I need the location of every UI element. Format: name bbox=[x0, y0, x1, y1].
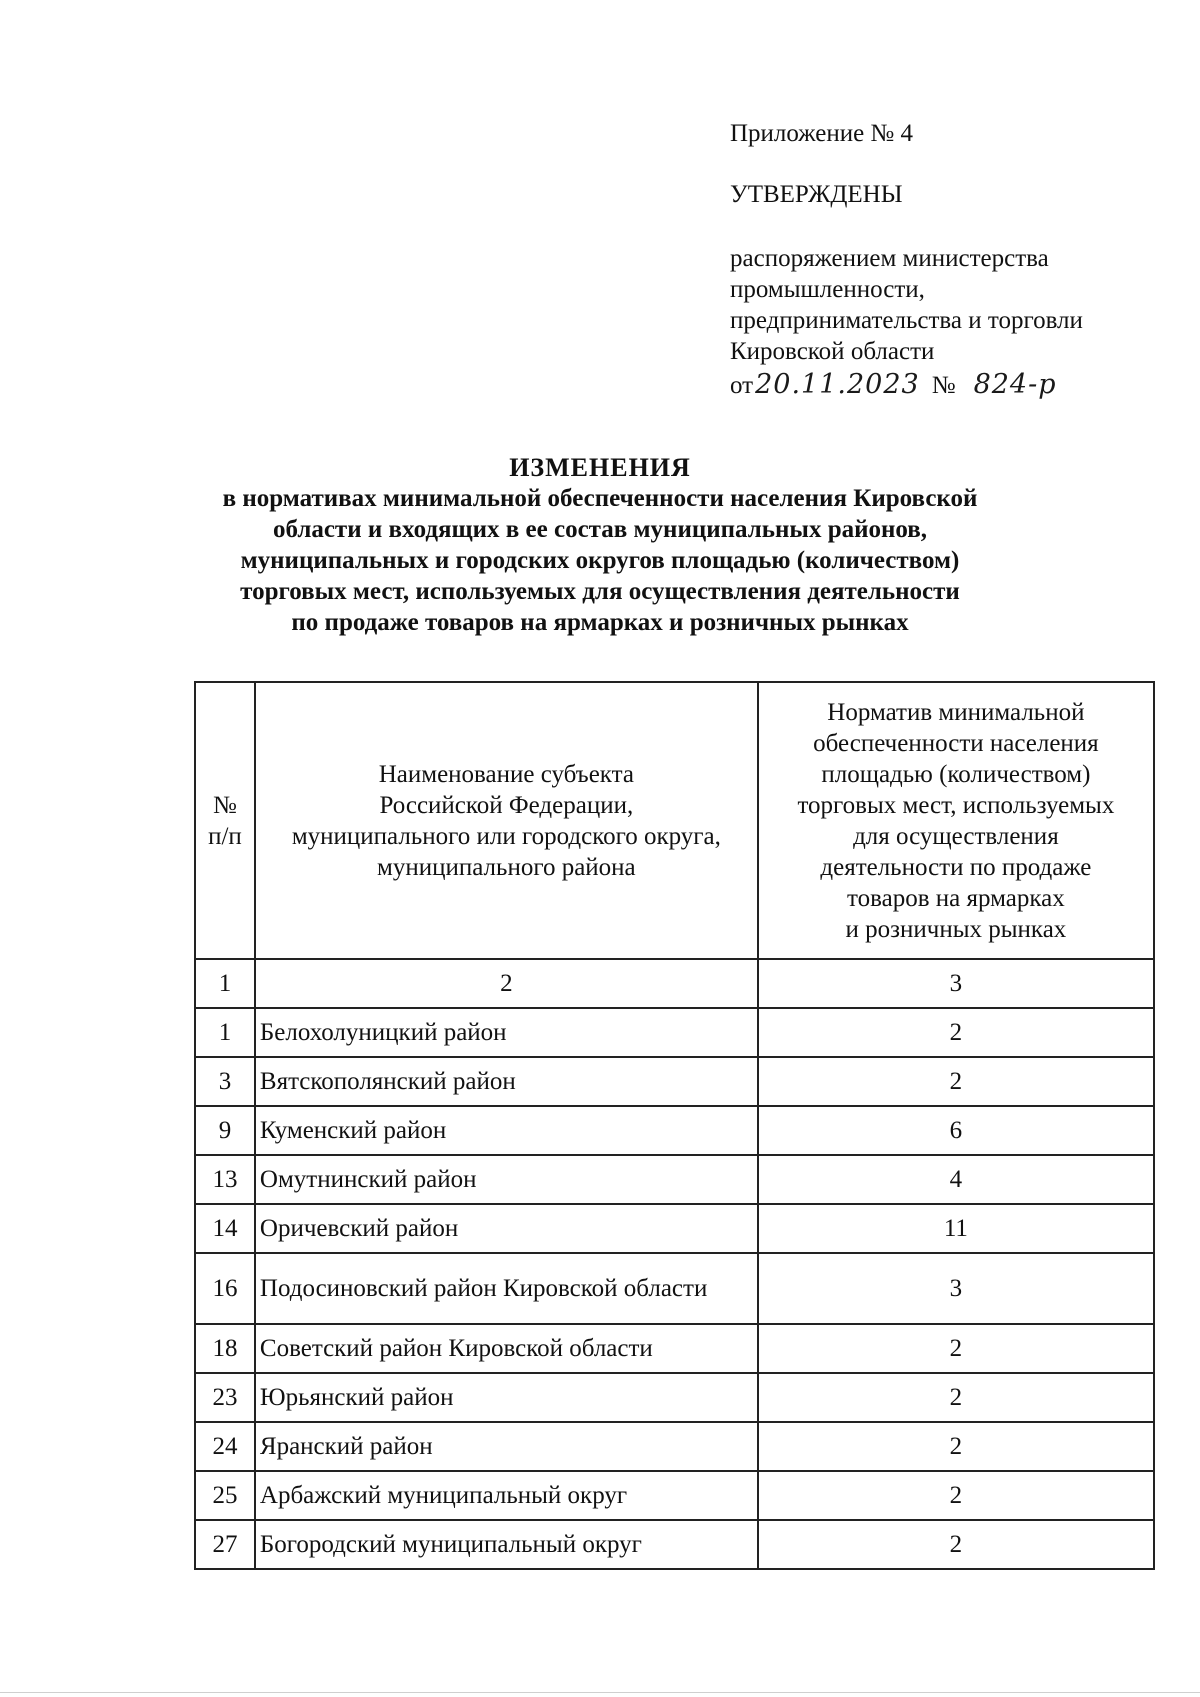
row-name: Арбажский муниципальный округ bbox=[255, 1471, 758, 1520]
row-number: 18 bbox=[195, 1324, 255, 1373]
row-value: 2 bbox=[758, 1324, 1154, 1373]
number-label: № bbox=[931, 372, 956, 399]
row-number: 25 bbox=[195, 1471, 255, 1520]
order-line-2: промышленности, bbox=[730, 276, 925, 303]
approval-block bbox=[730, 118, 1170, 401]
header-norm-line-4: торговых мест, используемых bbox=[797, 791, 1115, 819]
row-value: 2 bbox=[758, 1422, 1154, 1471]
header-norm-line-8: и розничных рынках bbox=[845, 915, 1067, 943]
column-number-1: 1 bbox=[195, 959, 255, 1008]
row-value: 2 bbox=[758, 1373, 1154, 1422]
subtitle-line-3: муниципальных и городских округов площадью (количеством) bbox=[240, 547, 960, 574]
row-number: 27 bbox=[195, 1520, 255, 1569]
table-row bbox=[195, 1471, 1154, 1520]
header-name-line-4: муниципального района bbox=[377, 853, 636, 881]
header-norm bbox=[758, 682, 1154, 959]
header-number bbox=[195, 682, 255, 959]
table-row bbox=[195, 1253, 1154, 1324]
header-norm-line-1: Норматив минимальной bbox=[827, 698, 1085, 726]
row-name: Куменский район bbox=[255, 1106, 758, 1155]
subtitle-line-2: области и входящих в ее состав муниципальных районов, bbox=[272, 516, 928, 543]
table-row bbox=[195, 1324, 1154, 1373]
row-value: 2 bbox=[758, 1008, 1154, 1057]
table-row bbox=[195, 1008, 1154, 1057]
column-number-2: 2 bbox=[255, 959, 758, 1008]
header-name-line-2: Российской Федерации, bbox=[379, 791, 634, 819]
header-name-line-3: муниципального или городского округа, bbox=[291, 822, 721, 850]
row-name: Советский район Кировской области bbox=[255, 1324, 758, 1373]
norms-table bbox=[194, 681, 1155, 1570]
order-reference bbox=[730, 243, 1170, 401]
row-number: 1 bbox=[195, 1008, 255, 1057]
row-number: 23 bbox=[195, 1373, 255, 1422]
row-number: 13 bbox=[195, 1155, 255, 1204]
handwritten-date: 20.11.2023 bbox=[755, 369, 920, 400]
row-value: 11 bbox=[758, 1204, 1154, 1253]
row-value: 4 bbox=[758, 1155, 1154, 1204]
table-row bbox=[195, 1373, 1154, 1422]
appendix-label: Приложение № 4 bbox=[730, 120, 914, 147]
table-row bbox=[195, 1520, 1154, 1569]
row-value: 2 bbox=[758, 1471, 1154, 1520]
approved-label: УТВЕРЖДЕНЫ bbox=[730, 181, 903, 208]
header-number-line-2: п/п bbox=[208, 822, 242, 850]
header-norm-line-7: товаров на ярмарках bbox=[847, 884, 1065, 912]
row-number: 24 bbox=[195, 1422, 255, 1471]
row-number: 9 bbox=[195, 1106, 255, 1155]
subtitle-line-5: по продаже товаров на ярмарках и розничных рынках bbox=[291, 609, 909, 636]
row-number: 16 bbox=[195, 1253, 255, 1324]
row-number: 3 bbox=[195, 1057, 255, 1106]
row-name: Омутнинский район bbox=[255, 1155, 758, 1204]
row-number: 14 bbox=[195, 1204, 255, 1253]
header-number-line-1: № bbox=[213, 791, 237, 819]
row-value: 2 bbox=[758, 1520, 1154, 1569]
row-name: Яранский район bbox=[255, 1422, 758, 1471]
subtitle-line-4: торговых мест, используемых для осуществления деятельности bbox=[240, 578, 960, 605]
header-norm-line-5: для осуществления bbox=[853, 822, 1059, 850]
order-line-3: предпринимательства и торговли bbox=[730, 307, 1083, 334]
header-name bbox=[255, 682, 758, 959]
column-number-3: 3 bbox=[758, 959, 1154, 1008]
row-name: Оричевский район bbox=[255, 1204, 758, 1253]
row-name: Белохолуницкий район bbox=[255, 1008, 758, 1057]
document-title: ИЗМЕНЕНИЯ bbox=[509, 453, 691, 482]
row-name: Подосиновский район Кировской области bbox=[255, 1253, 758, 1324]
subtitle-line-1: в нормативах минимальной обеспеченности населения Кировской bbox=[222, 485, 978, 512]
table-row bbox=[195, 1204, 1154, 1253]
order-line-1: распоряжением министерства bbox=[730, 245, 1049, 272]
header-name-line-1: Наименование субъекта bbox=[378, 760, 634, 788]
table-header-row bbox=[195, 682, 1154, 959]
header-norm-line-6: деятельности по продаже bbox=[820, 853, 1092, 881]
table-row bbox=[195, 1057, 1154, 1106]
table-row bbox=[195, 1422, 1154, 1471]
column-number-row bbox=[195, 959, 1154, 1008]
header-norm-line-3: площадью (количеством) bbox=[821, 760, 1091, 788]
row-value: 6 bbox=[758, 1106, 1154, 1155]
scan-edge-divider bbox=[0, 1692, 1200, 1693]
header-norm-line-2: обеспеченности населения bbox=[813, 729, 1099, 757]
table-row bbox=[195, 1106, 1154, 1155]
row-name: Юрьянский район bbox=[255, 1373, 758, 1422]
order-line-4: Кировской области bbox=[730, 338, 935, 365]
row-value: 3 bbox=[758, 1253, 1154, 1324]
row-name: Богородский муниципальный округ bbox=[255, 1520, 758, 1569]
row-name: Вятскополянский район bbox=[255, 1057, 758, 1106]
row-value: 2 bbox=[758, 1057, 1154, 1106]
table-row bbox=[195, 1155, 1154, 1204]
document-heading bbox=[160, 452, 1040, 638]
order-date-line bbox=[730, 369, 1170, 401]
date-prefix: от bbox=[730, 372, 754, 399]
handwritten-number: 824-р bbox=[973, 369, 1057, 400]
